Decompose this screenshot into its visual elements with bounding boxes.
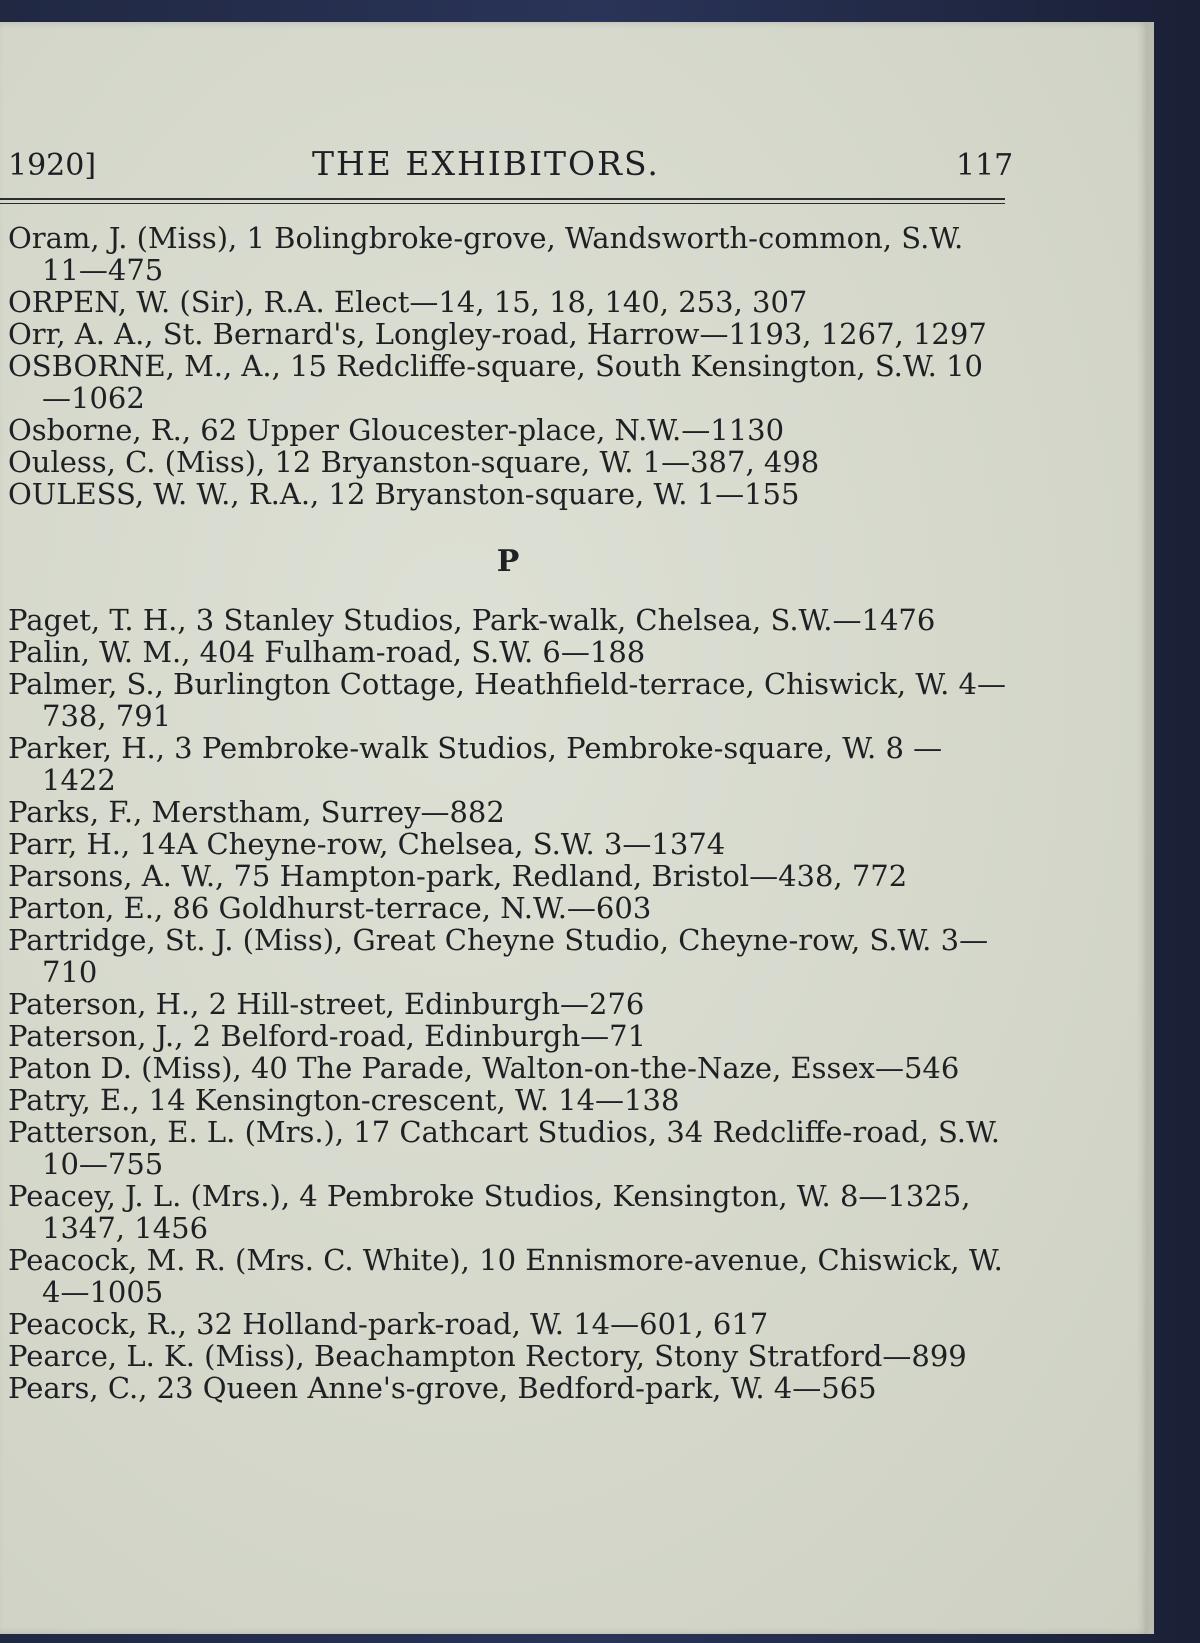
section-letter: P <box>496 544 520 579</box>
list-item: Peacock, R., 32 Holland-park-road, W. 14—601, 617 <box>8 1307 769 1341</box>
list-item: Paterson, J., 2 Belford-road, Edinburgh—71 <box>8 1019 647 1053</box>
list-item: ORPEN, W. (Sir), R.A. Elect—14, 15, 18, 140, 253, 307 <box>8 285 808 319</box>
list-item: Pears, C., 23 Queen Anne's-grove, Bedford-park, W. 4—565 <box>8 1371 877 1405</box>
list-item: Oram, J. (Miss), 1 Bolingbroke-grove, Wandsworth-common, S.W. 11—475 <box>8 221 964 287</box>
list-item: Patry, E., 14 Kensington-crescent, W. 14—138 <box>8 1083 680 1117</box>
exhibitor-list <box>8 222 1008 1404</box>
list-item: Parsons, A. W., 75 Hampton-park, Redland, Bristol—438, 772 <box>8 859 908 893</box>
book-page <box>0 22 1154 1634</box>
list-item: Parton, E., 86 Goldhurst-terrace, N.W.—603 <box>8 891 652 925</box>
list-item: Parks, F., Merstham, Surrey—882 <box>8 795 505 829</box>
header-page-number: 117 <box>956 148 1014 183</box>
header-rule-thin <box>0 203 1005 204</box>
list-item: OSBORNE, M., A., 15 Redcliffe-square, South Kensington, S.W. 10—1062 <box>8 349 983 415</box>
list-item: Palmer, S., Burlington Cottage, Heathfield-terrace, Chiswick, W. 4—738, 791 <box>8 667 1006 733</box>
list-item: Peacey, J. L. (Mrs.), 4 Pembroke Studios, Kensington, W. 8—1325, 1347, 1456 <box>8 1179 971 1245</box>
header-rule-thick <box>0 198 1005 200</box>
list-item: Peacock, M. R. (Mrs. C. White), 10 Ennismore-avenue, Chiswick, W. 4—1005 <box>8 1243 1003 1309</box>
list-item: Pearce, L. K. (Miss), Beachampton Rectory, Stony Stratford—899 <box>8 1339 967 1373</box>
list-item: Parr, H., 14A Cheyne-row, Chelsea, S.W. 3—1374 <box>8 827 726 861</box>
list-item: Patterson, E. L. (Mrs.), 17 Cathcart Studios, 34 Redcliffe-road, S.W. 10—755 <box>8 1115 1000 1181</box>
list-item: Paterson, H., 2 Hill-street, Edinburgh—276 <box>8 987 645 1021</box>
list-item: Orr, A. A., St. Bernard's, Longley-road, Harrow—1193, 1267, 1297 <box>8 317 987 351</box>
list-item: Paget, T. H., 3 Stanley Studios, Park-walk, Chelsea, S.W.—1476 <box>8 603 936 637</box>
header-title: THE EXHIBITORS. <box>312 144 660 183</box>
list-item: Palin, W. M., 404 Fulham-road, S.W. 6—188 <box>8 635 646 669</box>
header-year: 1920] <box>8 148 97 183</box>
list-item: OULESS, W. W., R.A., 12 Bryanston-square, W. 1—155 <box>8 477 800 511</box>
running-header <box>8 140 1014 190</box>
list-item: Partridge, St. J. (Miss), Great Cheyne Studio, Cheyne-row, S.W. 3—710 <box>8 923 989 989</box>
list-item: Osborne, R., 62 Upper Gloucester-place, N.W.—1130 <box>8 413 785 447</box>
list-item: Paton D. (Miss), 40 The Parade, Walton-on-the-Naze, Essex—546 <box>8 1051 960 1085</box>
list-item: Parker, H., 3 Pembroke-walk Studios, Pembroke-square, W. 8 —1422 <box>8 731 943 797</box>
list-item: Ouless, C. (Miss), 12 Bryanston-square, W. 1—387, 498 <box>8 445 820 479</box>
